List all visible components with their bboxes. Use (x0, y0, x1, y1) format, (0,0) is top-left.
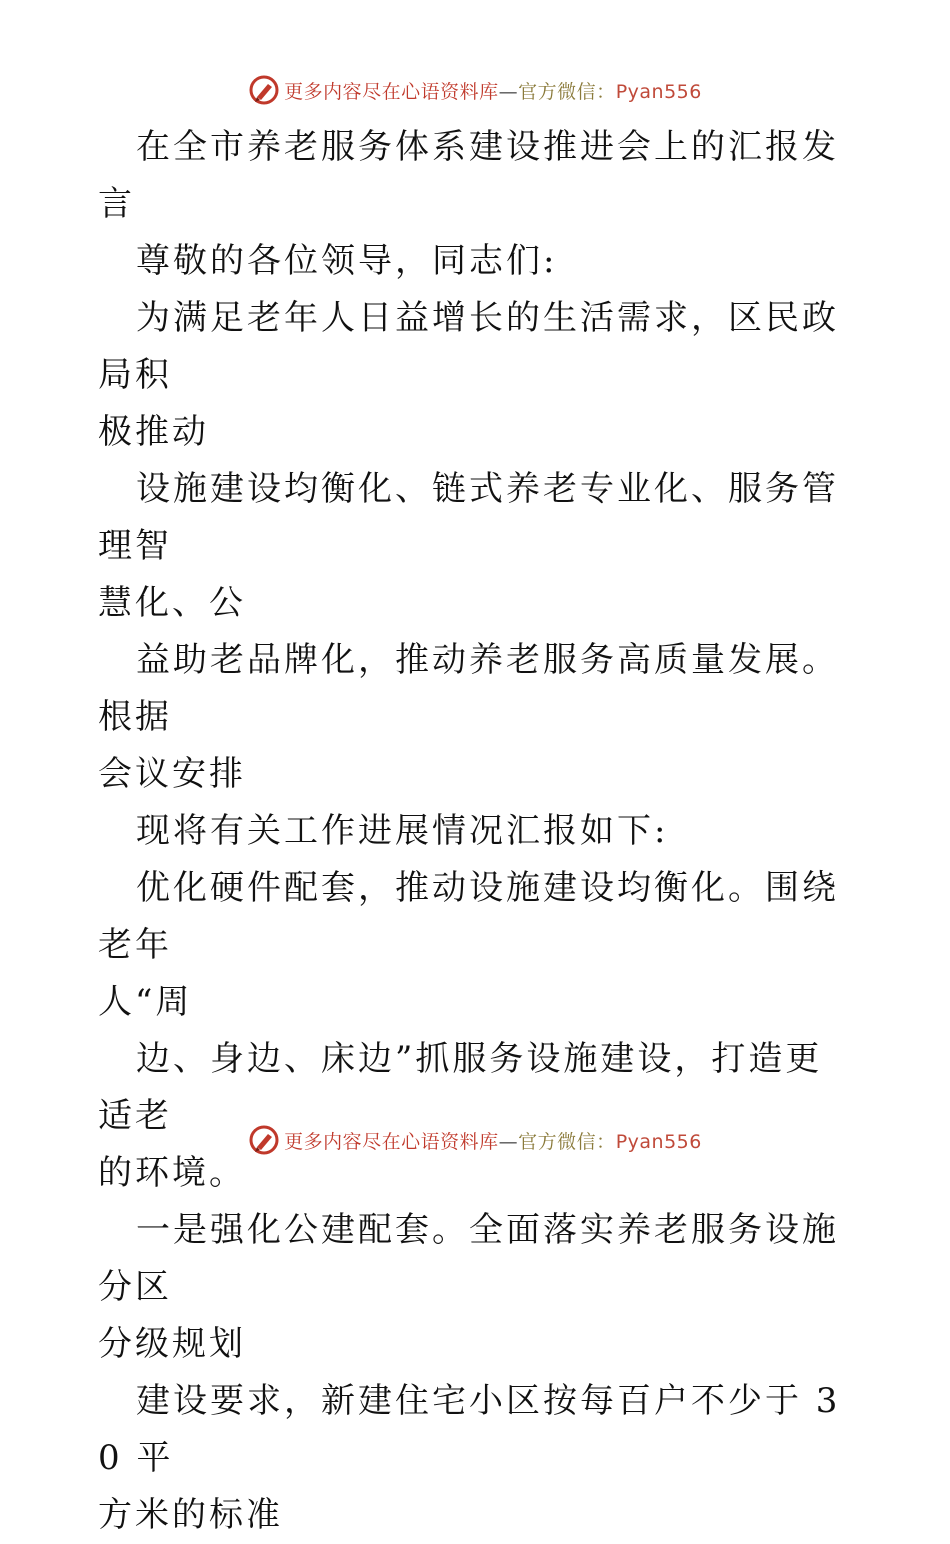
body-line: 的环境。 (98, 1153, 246, 1193)
body-line: 一是强化公建配套。全面落实养老服务设施分区 (98, 1210, 839, 1307)
body-line: 慧化、公 (98, 583, 246, 623)
salutation: 尊敬的各位领导，同志们: (136, 241, 558, 281)
document-title: 在全市养老服务体系建设推进会上的汇报发言 (98, 127, 839, 224)
body-line: 现将有关工作进展情况汇报如下: (136, 811, 669, 851)
pen-logo-icon (248, 74, 280, 106)
watermark-text: 更多内容尽在心语资料库—官方微信：Pyan556 (284, 1130, 702, 1153)
footer-watermark (0, 1120, 950, 1160)
body-line: 方米的标准 (98, 1495, 283, 1535)
body-line: 会议安排 (98, 754, 246, 794)
body-line: 设施建设均衡化、链式养老专业化、服务管理智 (98, 469, 839, 566)
document-body (98, 119, 858, 1544)
header-watermark (0, 70, 950, 110)
body-line: 分级规划 (98, 1324, 246, 1364)
body-line: 为满足老年人日益增长的生活需求，区民政局积 (98, 298, 839, 395)
watermark-text: 更多内容尽在心语资料库—官方微信：Pyan556 (284, 80, 702, 103)
section-heading: 优化硬件配套，推动设施建设均衡化。围绕老年 (98, 868, 839, 965)
pen-logo-icon (248, 1124, 280, 1156)
body-line: 益助老品牌化，推动养老服务高质量发展。根据 (98, 640, 839, 737)
body-line: 建设要求，新建住宅小区按每百户不少于 30 平 (98, 1381, 841, 1478)
body-line: 边、身边、床边”抓服务设施建设，打造更适老 (98, 1039, 823, 1136)
body-line: 极推动 (98, 412, 209, 452)
body-line: 人“周 (98, 982, 193, 1022)
